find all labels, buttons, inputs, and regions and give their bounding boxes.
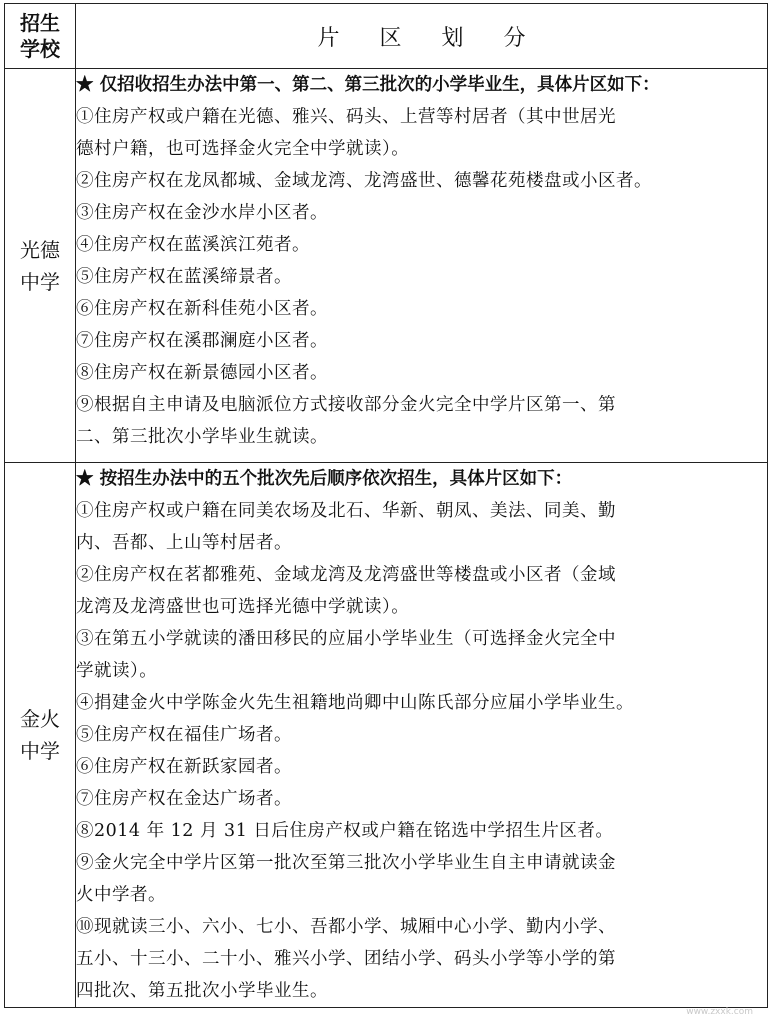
header-zone-title: 片区划分 <box>317 25 566 51</box>
header-school-cell <box>5 4 76 69</box>
zone-text-line: ⑧2014 年 12 月 31 日后住房产权或户籍在铭选中学招生片区者。 <box>76 821 614 841</box>
school-cell <box>5 69 76 463</box>
zone-text-line: 德村户籍，也可选择金火完全中学就读）。 <box>76 139 410 159</box>
zone-text-line: ⑤住房产权在福佳广场者。 <box>76 725 292 745</box>
school-name-line: 金火 <box>20 707 60 731</box>
zone-text-line: ④住房产权在蓝溪滨江苑者。 <box>76 235 310 255</box>
zone-text-line: 五小、十三小、二十小、雅兴小学、团结小学、码头小学等小学的第 <box>76 949 616 969</box>
zone-content-cell <box>76 69 768 463</box>
school-name-line: 中学 <box>20 269 60 294</box>
zone-intro-line: ★ 仅招收招生办法中第一、第二、第三批次的小学毕业生，具体片区如下： <box>76 75 660 95</box>
zone-text-line: ⑧住房产权在新景德园小区者。 <box>76 363 328 383</box>
zone-text-line: ⑨根据自主申请及电脑派位方式接收部分金火完全中学片区第一、第 <box>76 395 616 415</box>
zone-text-line: 龙湾及龙湾盛世也可选择光德中学就读）。 <box>76 597 410 617</box>
table-row-jinhuo <box>5 463 768 1008</box>
zone-text-line: ⑨金火完全中学片区第一批次至第三批次小学毕业生自主申请就读金 <box>76 853 616 873</box>
zone-text-line: ⑦住房产权在金达广场者。 <box>76 789 292 809</box>
zone-text-line: 四批次、第五批次小学毕业生。 <box>76 981 328 1001</box>
watermark: www.zxxk.com <box>686 1007 753 1017</box>
zone-text-line: ①住房产权或户籍在光德、雅兴、码头、上营等村居者（其中世居光 <box>76 107 616 127</box>
zone-text-line: ⑩现就读三小、六小、七小、吾都小学、城厢中心小学、勤内小学、 <box>76 917 616 937</box>
school-cell <box>5 463 76 1008</box>
zone-text-line: ④捐建金火中学陈金火先生祖籍地尚卿中山陈氏部分应届小学毕业生。 <box>76 693 634 713</box>
zone-text-line: 火中学者。 <box>76 885 166 905</box>
zone-text-line: ③住房产权在金沙水岸小区者。 <box>76 203 328 223</box>
school-name-line: 光德 <box>20 237 60 262</box>
zone-text-line: 学就读）。 <box>76 661 158 681</box>
header-school-line: 招生 <box>20 11 60 35</box>
zone-text-line: ⑥住房产权在新跃家园者。 <box>76 757 292 777</box>
school-name-line: 中学 <box>20 739 60 763</box>
table-header-row <box>5 4 768 69</box>
zone-text-line: ②住房产权在龙凤都城、金域龙湾、龙湾盛世、德馨花苑楼盘或小区者。 <box>76 171 652 191</box>
zone-text-line: ②住房产权在茗都雅苑、金域龙湾及龙湾盛世等楼盘或小区者（金域 <box>76 565 616 585</box>
zone-text-line: ①住房产权或户籍在同美农场及北石、华新、朝凤、美法、同美、勤 <box>76 501 616 521</box>
zone-intro-line: ★ 按招生办法中的五个批次先后顺序依次招生，具体片区如下： <box>76 469 573 489</box>
zone-text-line: ⑥住房产权在新科佳苑小区者。 <box>76 299 328 319</box>
table-row-guangde <box>5 69 768 463</box>
zone-text-line: 内、吾都、上山等村居者。 <box>76 533 292 553</box>
header-zone-cell <box>76 4 768 69</box>
zone-content-cell <box>76 463 768 1008</box>
zone-text-line: ⑦住房产权在溪郡澜庭小区者。 <box>76 331 328 351</box>
enrollment-zone-table <box>4 3 768 1008</box>
zone-text-line: ③在第五小学就读的潘田移民的应届小学毕业生（可选择金火完全中 <box>76 629 616 649</box>
zone-text-line: 二、第三批次小学毕业生就读。 <box>76 427 328 447</box>
header-school-line: 学校 <box>20 37 60 61</box>
zone-text-line: ⑤住房产权在蓝溪缔景者。 <box>76 267 292 287</box>
